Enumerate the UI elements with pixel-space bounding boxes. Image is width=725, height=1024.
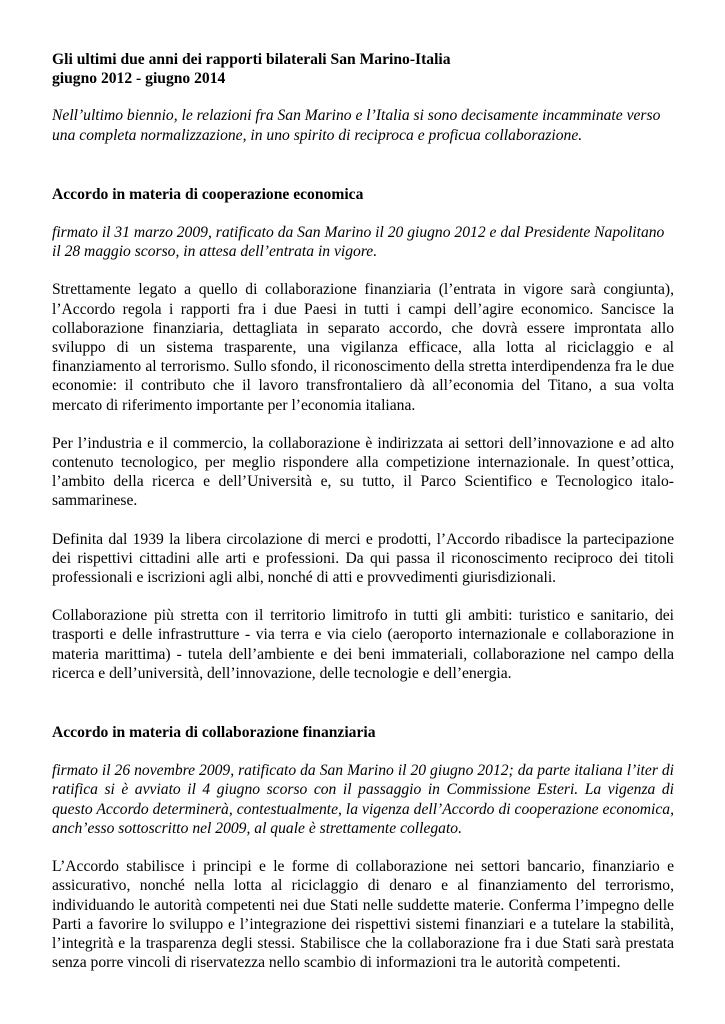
document-page	[52, 50, 674, 972]
section-heading-collaborazione-finanziaria: Accordo in materia di collaborazione finanziaria	[52, 724, 376, 742]
body-paragraph: Collaborazione più stretta con il territorio limitrofo in tutti gli ambiti: turistico e sanitario, dei trasporti e delle infrastrutture - via terra e via cielo (aeroporto internazionale e collaborazione in materia marittima) - tutela dell’ambiente e dei beni immateriali, collaborazione nel campo della ricerca e dell’università, dell’innovazione, delle tecnologie e dell’energia.	[52, 607, 674, 682]
section-subtitle-cooperazione-economica: firmato il 31 marzo 2009, ratificato da San Marino il 20 giugno 2012 e dal Presidente Napolitano il 28 maggio scorso, in attesa dell’entrata in vigore.	[52, 224, 665, 261]
document-title	[52, 50, 674, 88]
section-heading-cooperazione-economica: Accordo in materia di cooperazione economica	[52, 185, 364, 203]
body-paragraph: L’Accordo stabilisce i principi e le forme di collaborazione nei settori bancario, finanziario e assicurativo, nonché nella lotta al riciclaggio di denaro e al finanziamento del terrorismo, individuando le autorità competenti nei due Stati nelle suddette materie. Conferma l’impegno delle Parti a favorire lo sviluppo e l’integrazione dei rispettivi sistemi finanziari e a tutelare la stabilità, l’integrità e la trasparenza degli stessi. Stabilisce che la collaborazione fra i due Stati sarà prestata senza porre vincoli di riservatezza nello scambio di informazioni tra le autorità competenti.	[52, 858, 674, 972]
section-subtitle-collaborazione-finanziaria: firmato il 26 novembre 2009, ratificato da San Marino il 20 giugno 2012; da parte italiana l’iter di ratifica si è avviato il 4 giugno scorso con il passaggio in Commissione Esteri. La vigenza di questo Accordo determinerà, contestualmente, la vigenza dell’Accordo di cooperazione economica, anch’esso sottoscritto nel 2009, al quale è strettamente collegato.	[52, 762, 674, 837]
body-paragraph: Strettamente legato a quello di collaborazione finanziaria (l’entrata in vigore sarà congiunta), l’Accordo regola i rapporti fra i due Paesi in tutti i campi dell’agire economico. Sancisce la collaborazione finanziaria, dettagliata in separato accordo, che dovrà essere improntata allo sviluppo di un sistema trasparente, una vigilanza efficace, alla lotta al riciclaggio e al finanziamento al terrorismo. Sullo sfondo, il riconoscimento della stretta interdipendenza fra le due economie: il contributo che il lavoro transfrontaliero dà all’economia del Titano, a sua volta mercato di riferimento importante per l’economia italiana.	[52, 281, 674, 414]
body-paragraph: Definita dal 1939 la libera circolazione di merci e prodotti, l’Accordo ribadisce la partecipazione dei rispettivi cittadini alle arti e professioni. Da qui passa il riconoscimento reciproco dei titoli professionali e iscrizioni agli albi, nonché di atti e provvedimenti giurisdizionali.	[52, 530, 674, 587]
intro-paragraph: Nell’ultimo biennio, le relazioni fra San Marino e l’Italia si sono decisamente incamminate verso una completa normalizzazione, in uno spirito di reciproca e proficua collaborazione.	[52, 107, 661, 144]
body-paragraph: Per l’industria e il commercio, la collaborazione è indirizzata ai settori dell’innovazione e ad alto contenuto tecnologico, per meglio rispondere alla competizione internazionale. In quest’ottica, l’ambito della ricerca e dell’Università e, su tutto, il Parco Scientifico e Tecnologico italo-sammarinese.	[52, 434, 674, 510]
document-title-line2: giugno 2012 - giugno 2014	[52, 70, 226, 88]
document-title-line1: Gli ultimi due anni dei rapporti bilaterali San Marino-Italia	[52, 51, 451, 68]
